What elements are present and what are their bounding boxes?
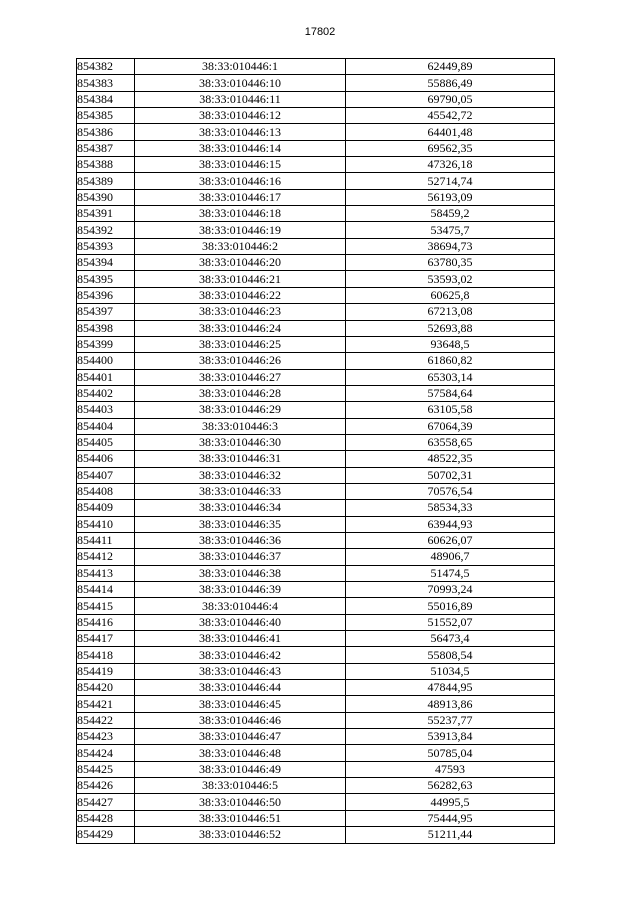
row-id-cell: 854398: [77, 320, 135, 336]
cadastral-number-cell: 38:33:010446:22: [135, 287, 346, 303]
value-cell: 56473,4: [346, 631, 555, 647]
cadastral-number-cell: 38:33:010446:47: [135, 729, 346, 745]
value-cell: 58459,2: [346, 206, 555, 222]
row-id-cell: 854415: [77, 598, 135, 614]
table-row: [77, 532, 555, 548]
value-cell: 55886,49: [346, 75, 555, 91]
cadastral-number-cell: 38:33:010446:29: [135, 402, 346, 418]
cadastral-number-cell: 38:33:010446:43: [135, 663, 346, 679]
value-cell: 60625,8: [346, 287, 555, 303]
value-cell: 50785,04: [346, 745, 555, 761]
row-id-cell: 854405: [77, 434, 135, 450]
table-row: [77, 696, 555, 712]
value-cell: 45542,72: [346, 108, 555, 124]
row-id-cell: 854403: [77, 402, 135, 418]
value-cell: 53475,7: [346, 222, 555, 238]
value-cell: 58534,33: [346, 500, 555, 516]
table-row: [77, 59, 555, 75]
table-row: [77, 287, 555, 303]
value-cell: 64401,48: [346, 124, 555, 140]
cadastral-number-cell: 38:33:010446:20: [135, 255, 346, 271]
row-id-cell: 854422: [77, 712, 135, 728]
value-cell: 51552,07: [346, 614, 555, 630]
value-cell: 93648,5: [346, 336, 555, 352]
table-row: [77, 173, 555, 189]
cadastral-number-cell: 38:33:010446:41: [135, 631, 346, 647]
value-cell: 47844,95: [346, 680, 555, 696]
cadastral-number-cell: 38:33:010446:5: [135, 778, 346, 794]
table-row: [77, 483, 555, 499]
value-cell: 56193,09: [346, 189, 555, 205]
table-row: [77, 353, 555, 369]
value-cell: 51034,5: [346, 663, 555, 679]
row-id-cell: 854420: [77, 680, 135, 696]
cadastral-number-cell: 38:33:010446:35: [135, 516, 346, 532]
cadastral-number-cell: 38:33:010446:42: [135, 647, 346, 663]
cadastral-table: [76, 58, 555, 844]
row-id-cell: 854426: [77, 778, 135, 794]
cadastral-number-cell: 38:33:010446:2: [135, 238, 346, 254]
value-cell: 63558,65: [346, 434, 555, 450]
cadastral-number-cell: 38:33:010446:32: [135, 467, 346, 483]
value-cell: 67213,08: [346, 304, 555, 320]
row-id-cell: 854396: [77, 287, 135, 303]
cadastral-number-cell: 38:33:010446:48: [135, 745, 346, 761]
table-row: [77, 238, 555, 254]
cadastral-number-cell: 38:33:010446:12: [135, 108, 346, 124]
cadastral-number-cell: 38:33:010446:30: [135, 434, 346, 450]
table-row: [77, 189, 555, 205]
row-id-cell: 854402: [77, 385, 135, 401]
table-row: [77, 467, 555, 483]
row-id-cell: 854425: [77, 761, 135, 777]
row-id-cell: 854404: [77, 418, 135, 434]
table-row: [77, 745, 555, 761]
table-row: [77, 729, 555, 745]
value-cell: 52693,88: [346, 320, 555, 336]
table-row: [77, 255, 555, 271]
cadastral-number-cell: 38:33:010446:51: [135, 810, 346, 826]
value-cell: 63780,35: [346, 255, 555, 271]
row-id-cell: 854399: [77, 336, 135, 352]
table-row: [77, 810, 555, 826]
row-id-cell: 854392: [77, 222, 135, 238]
cadastral-number-cell: 38:33:010446:11: [135, 91, 346, 107]
page-number: 17802: [304, 26, 336, 38]
cadastral-number-cell: 38:33:010446:39: [135, 582, 346, 598]
value-cell: 57584,64: [346, 385, 555, 401]
row-id-cell: 854429: [77, 827, 135, 843]
row-id-cell: 854393: [77, 238, 135, 254]
row-id-cell: 854406: [77, 451, 135, 467]
row-id-cell: 854384: [77, 91, 135, 107]
value-cell: 69790,05: [346, 91, 555, 107]
cadastral-number-cell: 38:33:010446:23: [135, 304, 346, 320]
row-id-cell: 854383: [77, 75, 135, 91]
value-cell: 55016,89: [346, 598, 555, 614]
row-id-cell: 854410: [77, 516, 135, 532]
row-id-cell: 854397: [77, 304, 135, 320]
cadastral-number-cell: 38:33:010446:15: [135, 157, 346, 173]
table-row: [77, 108, 555, 124]
cadastral-number-cell: 38:33:010446:14: [135, 140, 346, 156]
row-id-cell: 854382: [77, 59, 135, 75]
value-cell: 48913,86: [346, 696, 555, 712]
row-id-cell: 854401: [77, 369, 135, 385]
table-row: [77, 549, 555, 565]
value-cell: 69562,35: [346, 140, 555, 156]
table-row: [77, 369, 555, 385]
cadastral-number-cell: 38:33:010446:36: [135, 532, 346, 548]
row-id-cell: 854389: [77, 173, 135, 189]
table-row: [77, 75, 555, 91]
cadastral-number-cell: 38:33:010446:52: [135, 827, 346, 843]
row-id-cell: 854390: [77, 189, 135, 205]
value-cell: 56282,63: [346, 778, 555, 794]
table-row: [77, 402, 555, 418]
row-id-cell: 854411: [77, 532, 135, 548]
row-id-cell: 854385: [77, 108, 135, 124]
table-row: [77, 91, 555, 107]
table-row: [77, 663, 555, 679]
row-id-cell: 854391: [77, 206, 135, 222]
row-id-cell: 854407: [77, 467, 135, 483]
cadastral-number-cell: 38:33:010446:31: [135, 451, 346, 467]
table-row: [77, 598, 555, 614]
table-row: [77, 124, 555, 140]
cadastral-number-cell: 38:33:010446:10: [135, 75, 346, 91]
cadastral-number-cell: 38:33:010446:13: [135, 124, 346, 140]
row-id-cell: 854428: [77, 810, 135, 826]
table-row: [77, 794, 555, 810]
row-id-cell: 854427: [77, 794, 135, 810]
row-id-cell: 854413: [77, 565, 135, 581]
value-cell: 63944,93: [346, 516, 555, 532]
row-id-cell: 854386: [77, 124, 135, 140]
value-cell: 44995,5: [346, 794, 555, 810]
table-row: [77, 206, 555, 222]
row-id-cell: 854412: [77, 549, 135, 565]
cadastral-number-cell: 38:33:010446:19: [135, 222, 346, 238]
value-cell: 47593: [346, 761, 555, 777]
cadastral-number-cell: 38:33:010446:18: [135, 206, 346, 222]
value-cell: 48906,7: [346, 549, 555, 565]
value-cell: 63105,58: [346, 402, 555, 418]
cadastral-number-cell: 38:33:010446:38: [135, 565, 346, 581]
row-id-cell: 854395: [77, 271, 135, 287]
value-cell: 61860,82: [346, 353, 555, 369]
cadastral-number-cell: 38:33:010446:27: [135, 369, 346, 385]
value-cell: 55808,54: [346, 647, 555, 663]
table-row: [77, 157, 555, 173]
cadastral-number-cell: 38:33:010446:1: [135, 59, 346, 75]
value-cell: 70993,24: [346, 582, 555, 598]
cadastral-number-cell: 38:33:010446:16: [135, 173, 346, 189]
cadastral-number-cell: 38:33:010446:33: [135, 483, 346, 499]
cadastral-number-cell: 38:33:010446:26: [135, 353, 346, 369]
table-body: [77, 59, 555, 844]
row-id-cell: 854418: [77, 647, 135, 663]
row-id-cell: 854417: [77, 631, 135, 647]
value-cell: 75444,95: [346, 810, 555, 826]
row-id-cell: 854414: [77, 582, 135, 598]
table-row: [77, 304, 555, 320]
table-row: [77, 680, 555, 696]
row-id-cell: 854388: [77, 157, 135, 173]
cadastral-number-cell: 38:33:010446:34: [135, 500, 346, 516]
value-cell: 38694,73: [346, 238, 555, 254]
value-cell: 52714,74: [346, 173, 555, 189]
table-row: [77, 500, 555, 516]
table-row: [77, 385, 555, 401]
table-row: [77, 271, 555, 287]
row-id-cell: 854400: [77, 353, 135, 369]
cadastral-number-cell: 38:33:010446:24: [135, 320, 346, 336]
table-row: [77, 565, 555, 581]
cadastral-number-cell: 38:33:010446:28: [135, 385, 346, 401]
table-row: [77, 222, 555, 238]
table-row: [77, 761, 555, 777]
table-row: [77, 778, 555, 794]
table-row: [77, 516, 555, 532]
table-row: [77, 712, 555, 728]
value-cell: 53593,02: [346, 271, 555, 287]
value-cell: 67064,39: [346, 418, 555, 434]
table-row: [77, 647, 555, 663]
table-row: [77, 614, 555, 630]
cadastral-number-cell: 38:33:010446:50: [135, 794, 346, 810]
table-row: [77, 140, 555, 156]
table-row: [77, 451, 555, 467]
value-cell: 62449,89: [346, 59, 555, 75]
table-row: [77, 827, 555, 843]
cadastral-number-cell: 38:33:010446:37: [135, 549, 346, 565]
value-cell: 50702,31: [346, 467, 555, 483]
table-row: [77, 582, 555, 598]
table-row: [77, 320, 555, 336]
value-cell: 48522,35: [346, 451, 555, 467]
value-cell: 47326,18: [346, 157, 555, 173]
cadastral-number-cell: 38:33:010446:4: [135, 598, 346, 614]
value-cell: 51474,5: [346, 565, 555, 581]
value-cell: 65303,14: [346, 369, 555, 385]
row-id-cell: 854421: [77, 696, 135, 712]
row-id-cell: 854419: [77, 663, 135, 679]
row-id-cell: 854423: [77, 729, 135, 745]
row-id-cell: 854394: [77, 255, 135, 271]
row-id-cell: 854409: [77, 500, 135, 516]
row-id-cell: 854408: [77, 483, 135, 499]
cadastral-number-cell: 38:33:010446:3: [135, 418, 346, 434]
table-row: [77, 336, 555, 352]
cadastral-number-cell: 38:33:010446:45: [135, 696, 346, 712]
row-id-cell: 854416: [77, 614, 135, 630]
value-cell: 53913,84: [346, 729, 555, 745]
cadastral-number-cell: 38:33:010446:46: [135, 712, 346, 728]
cadastral-number-cell: 38:33:010446:17: [135, 189, 346, 205]
table-row: [77, 418, 555, 434]
value-cell: 60626,07: [346, 532, 555, 548]
value-cell: 55237,77: [346, 712, 555, 728]
cadastral-number-cell: 38:33:010446:44: [135, 680, 346, 696]
row-id-cell: 854424: [77, 745, 135, 761]
cadastral-number-cell: 38:33:010446:40: [135, 614, 346, 630]
table-row: [77, 434, 555, 450]
cadastral-number-cell: 38:33:010446:49: [135, 761, 346, 777]
row-id-cell: 854387: [77, 140, 135, 156]
cadastral-number-cell: 38:33:010446:25: [135, 336, 346, 352]
value-cell: 51211,44: [346, 827, 555, 843]
cadastral-number-cell: 38:33:010446:21: [135, 271, 346, 287]
value-cell: 70576,54: [346, 483, 555, 499]
table-row: [77, 631, 555, 647]
